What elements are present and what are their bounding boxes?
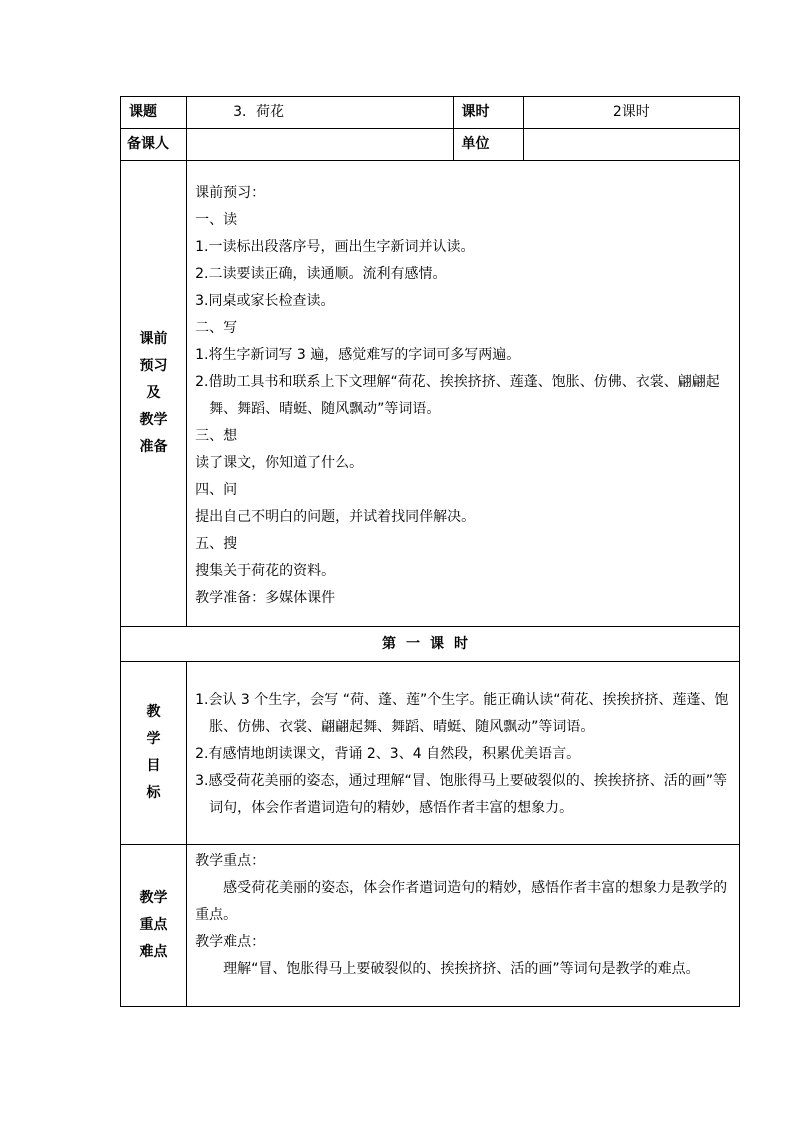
preview-line: 搜集关于荷花的资料。: [195, 563, 336, 579]
preview-line: 提出自己不明白的问题，并试着找同伴解决。: [195, 509, 476, 525]
preview-line: 课前预习：: [195, 185, 266, 201]
topic-value: 3．荷花: [187, 97, 453, 129]
preview-line: 读了课文，你知道了什么。: [195, 455, 364, 471]
preview-line: 3.同桌或家长检查读。: [195, 293, 335, 309]
preview-content: [187, 161, 740, 627]
preview-line: 2.二读要读正确，读通顺。流利有感情。: [195, 266, 447, 282]
objective-item: 3.感受荷花美丽的姿态，通过理解“冒、饱胀得马上要破裂似的、挨挨挤挤、活的画”等词句，体会作者遣词造句的精妙，感悟作者丰富的想象力。: [195, 773, 727, 816]
period-label: 课时: [453, 97, 523, 129]
preview-line: 五、搜: [195, 536, 238, 552]
header-row-preparer: [121, 129, 740, 161]
preview-line: 2.借助工具书和联系上下文理解“荷花、挨挨挤挤、莲蓬、饱胀、仿佛、衣裳、翩翩起舞、舞蹈、晴蜓、随风飘动”等词语。: [195, 374, 720, 417]
preview-line: 二、写: [195, 320, 238, 336]
objectives-side-label: 教 学 目 标: [121, 662, 187, 845]
section-row: [121, 627, 740, 662]
preview-line: 教学准备：多媒体课件: [195, 590, 336, 606]
focus-text: 感受荷花美丽的姿态，体会作者遣词造句的精妙，感悟作者丰富的想象力是教学的重点。: [195, 880, 728, 923]
section-title: 第一课时: [121, 627, 740, 662]
header-row-topic: [121, 97, 740, 129]
preview-row: [121, 161, 740, 627]
preview-line: 1.将生字新词写 3 遍，感觉难写的字词可多写两遍。: [195, 347, 521, 363]
preview-line: 三、想: [195, 428, 238, 444]
keypoints-row: [121, 845, 740, 1007]
preview-line: 四、问: [195, 482, 238, 498]
keypoints-side-label: 教学 重点 难点: [121, 845, 187, 1007]
objectives-content: [187, 662, 740, 845]
preparer-value: [187, 129, 453, 161]
preview-side-label: 课前 预习 及 教学 准备: [121, 161, 187, 627]
unit-value: [523, 129, 739, 161]
unit-label: 单位: [453, 129, 523, 161]
topic-label: 课题: [121, 97, 187, 129]
difficulty-label: 教学难点：: [195, 934, 266, 950]
period-value: 2课时: [523, 97, 739, 129]
objectives-row: [121, 662, 740, 845]
objective-item: 1.会认 3 个生字，会写 “荷、蓬、莲”个生字。能正确认读“荷花、挨挨挤挤、莲蓬、饱胀、仿佛、衣裳、翩翩起舞、舞蹈、晴蜓、随风飘动”等词语。: [195, 692, 729, 735]
preview-line: 1.一读标出段落序号，画出生字新词并认读。: [195, 239, 475, 255]
keypoints-content: [187, 845, 740, 1007]
lesson-plan-table: [120, 96, 740, 1007]
preview-line: 一、读: [195, 212, 238, 228]
objective-item: 2.有感情地朗读课文，背诵 2、3、4 自然段，积累优美语言。: [195, 746, 581, 762]
focus-label: 教学重点：: [195, 853, 266, 869]
difficulty-text: 理解“冒、饱胀得马上要破裂似的、挨挨挤挤、活的画”等词句是教学的难点。: [223, 961, 700, 977]
preparer-label: 备课人: [121, 129, 187, 161]
